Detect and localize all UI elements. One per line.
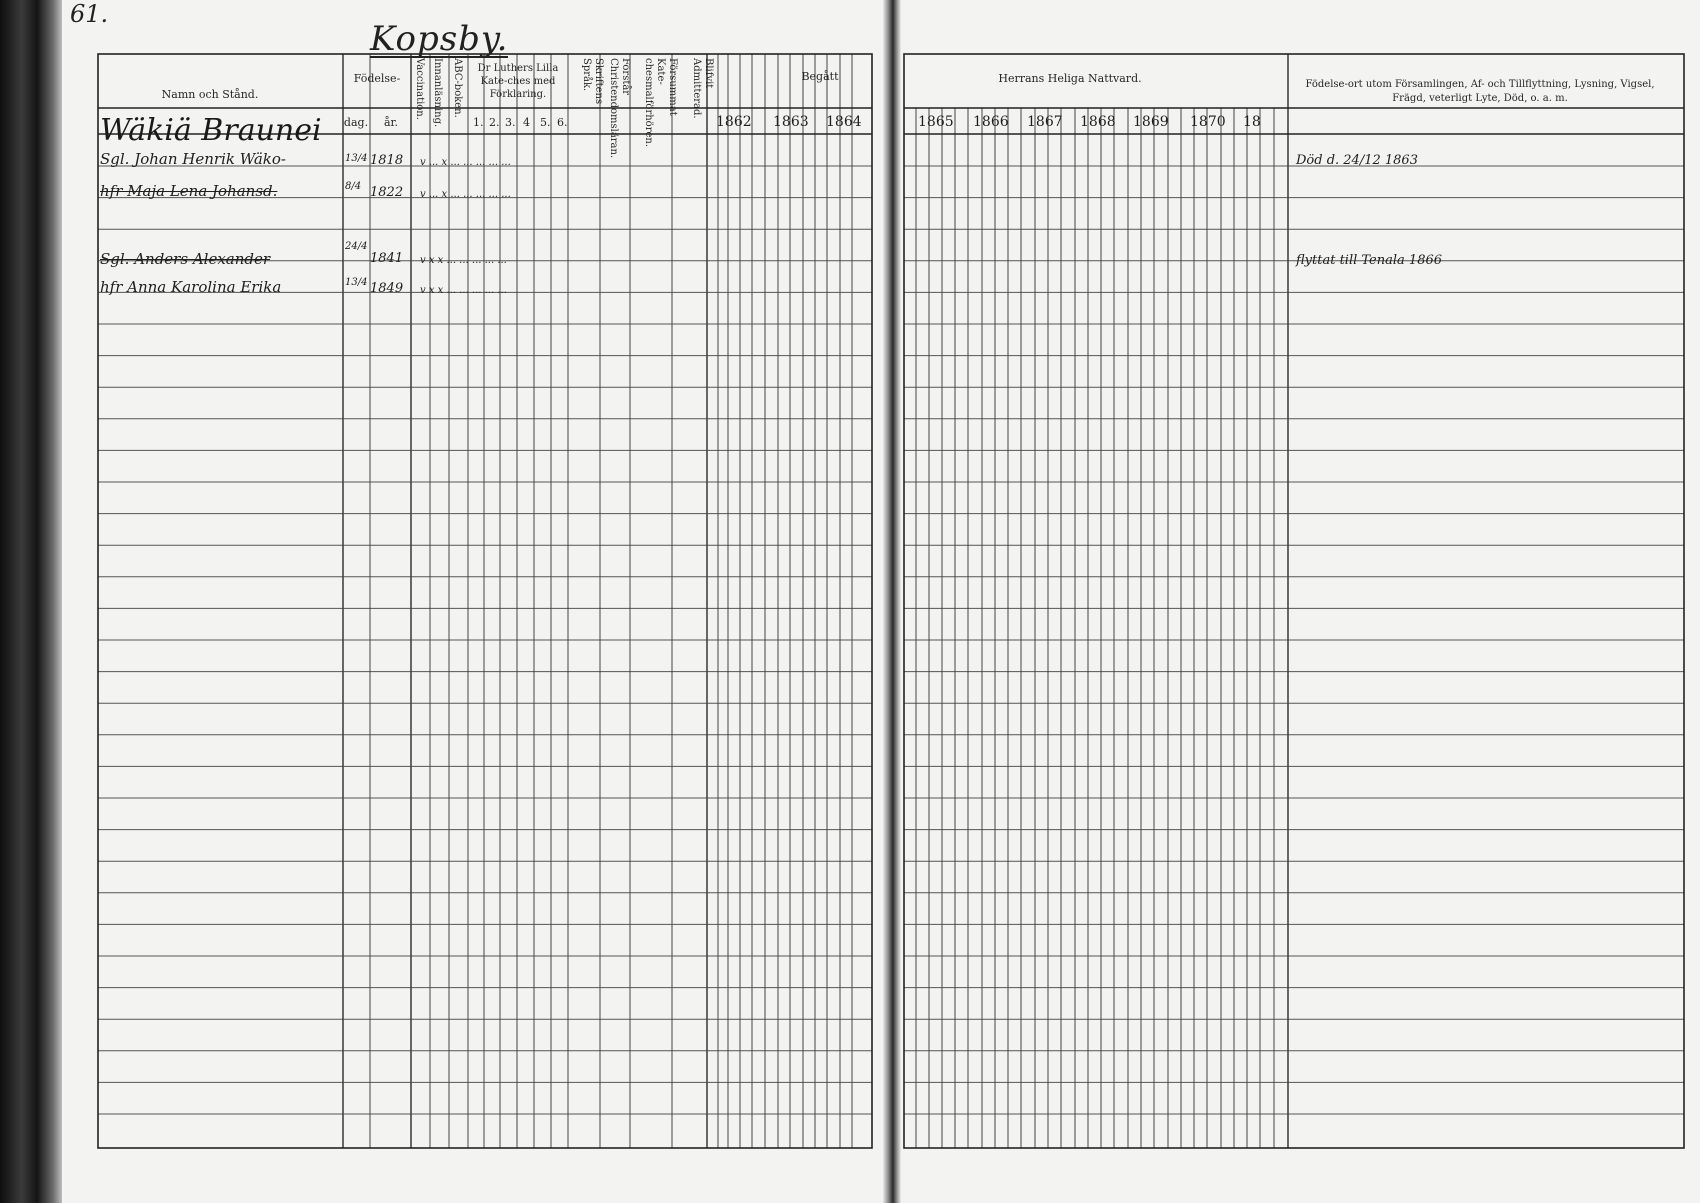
village-name: Kopsby. [370, 19, 509, 59]
year-header-7: 1868 [1080, 114, 1116, 130]
birth-header: Födelse- [353, 72, 401, 85]
year-header-1: 1862 [716, 114, 752, 130]
catechism-part-2: 2. [489, 116, 500, 129]
catechism-part-3: 3. [505, 116, 516, 129]
entry-4-marks: v x x ... ... ... ... ... [420, 285, 507, 296]
communion-header: Herrans Heliga Nattvard. [998, 72, 1142, 85]
catechism-header: Dr Luthers Lilla Kate-ches med Förklaring. [477, 63, 559, 100]
year-header-6: 1867 [1027, 114, 1063, 130]
entry-1-name: Sgl. Johan Henrik Wäko- [100, 150, 286, 168]
left-frame [98, 54, 872, 1148]
catechism-part-6: 6. [557, 116, 568, 129]
reading-header: Innanläsning. [432, 58, 443, 128]
admitted-header: Blifvit Admitterad. [691, 58, 714, 119]
entry-2-day: 8/4 [345, 181, 362, 192]
scripture-header: Skriftens Språk. [581, 58, 604, 105]
catechism-part-5: 5. [540, 116, 551, 129]
year-header-3: 1864 [826, 114, 862, 130]
year-header-10: 18 [1243, 114, 1261, 130]
entry-3-marks: v x x ... ... ... ... ... [420, 255, 507, 266]
entry-1-day: 13/4 [345, 153, 368, 164]
page-number: 61. [70, 0, 109, 28]
entry-3-remark: flyttat till Tenala 1866 [1296, 253, 1443, 268]
birth-year-header: år. [383, 116, 399, 129]
vaccination-header: Vaccination. [414, 58, 425, 120]
remarks-header: Födelse-ort utom Församlingen, Af- och Tillflyttning, Lysning, Vigsel, Frägd, veterligt Lyte, Död, o. a. m. [1305, 79, 1655, 104]
entry-2-year: 1822 [370, 185, 404, 200]
begatt-header: Begått [801, 70, 839, 83]
catechism-part-4: 4 [523, 116, 530, 129]
household-title: Wäkiä Braunei [100, 113, 322, 148]
entry-2-marks: v ... x ... ... ... ... ... [420, 189, 511, 200]
year-header-4: 1865 [918, 114, 954, 130]
entry-4-name: hfr Anna Karolina Erika [100, 278, 282, 296]
christianity-header: Förstår Christendomsläran. [608, 58, 631, 159]
entry-4-day: 13/4 [345, 277, 368, 288]
abc-book-header: ABC-boken. [452, 58, 463, 118]
year-header-8: 1869 [1133, 114, 1169, 130]
catechism-exam-header: Försummat Kate-chesmalförhören. [643, 58, 678, 148]
entry-2-name: hfr Maja Lena Johansd. [100, 182, 278, 200]
entry-3-day: 24/4 [345, 241, 368, 252]
entry-1-marks: v ... x ... ... ... ... ... [420, 157, 511, 168]
entry-4-year: 1849 [370, 281, 404, 296]
entry-1-remark: Död d. 24/12 1863 [1296, 153, 1418, 168]
name-and-status-header: Namn och Stånd. [161, 88, 259, 101]
entry-3-year: 1841 [370, 251, 404, 266]
birth-day-header: dag. [343, 116, 369, 129]
entry-3-name: Sgl. Anders Alexander [100, 250, 271, 268]
year-header-5: 1866 [973, 114, 1009, 130]
year-header-2: 1863 [773, 114, 809, 130]
year-header-9: 1870 [1190, 114, 1226, 130]
entry-1-year: 1818 [370, 153, 404, 168]
catechism-part-1: 1. [473, 116, 484, 129]
